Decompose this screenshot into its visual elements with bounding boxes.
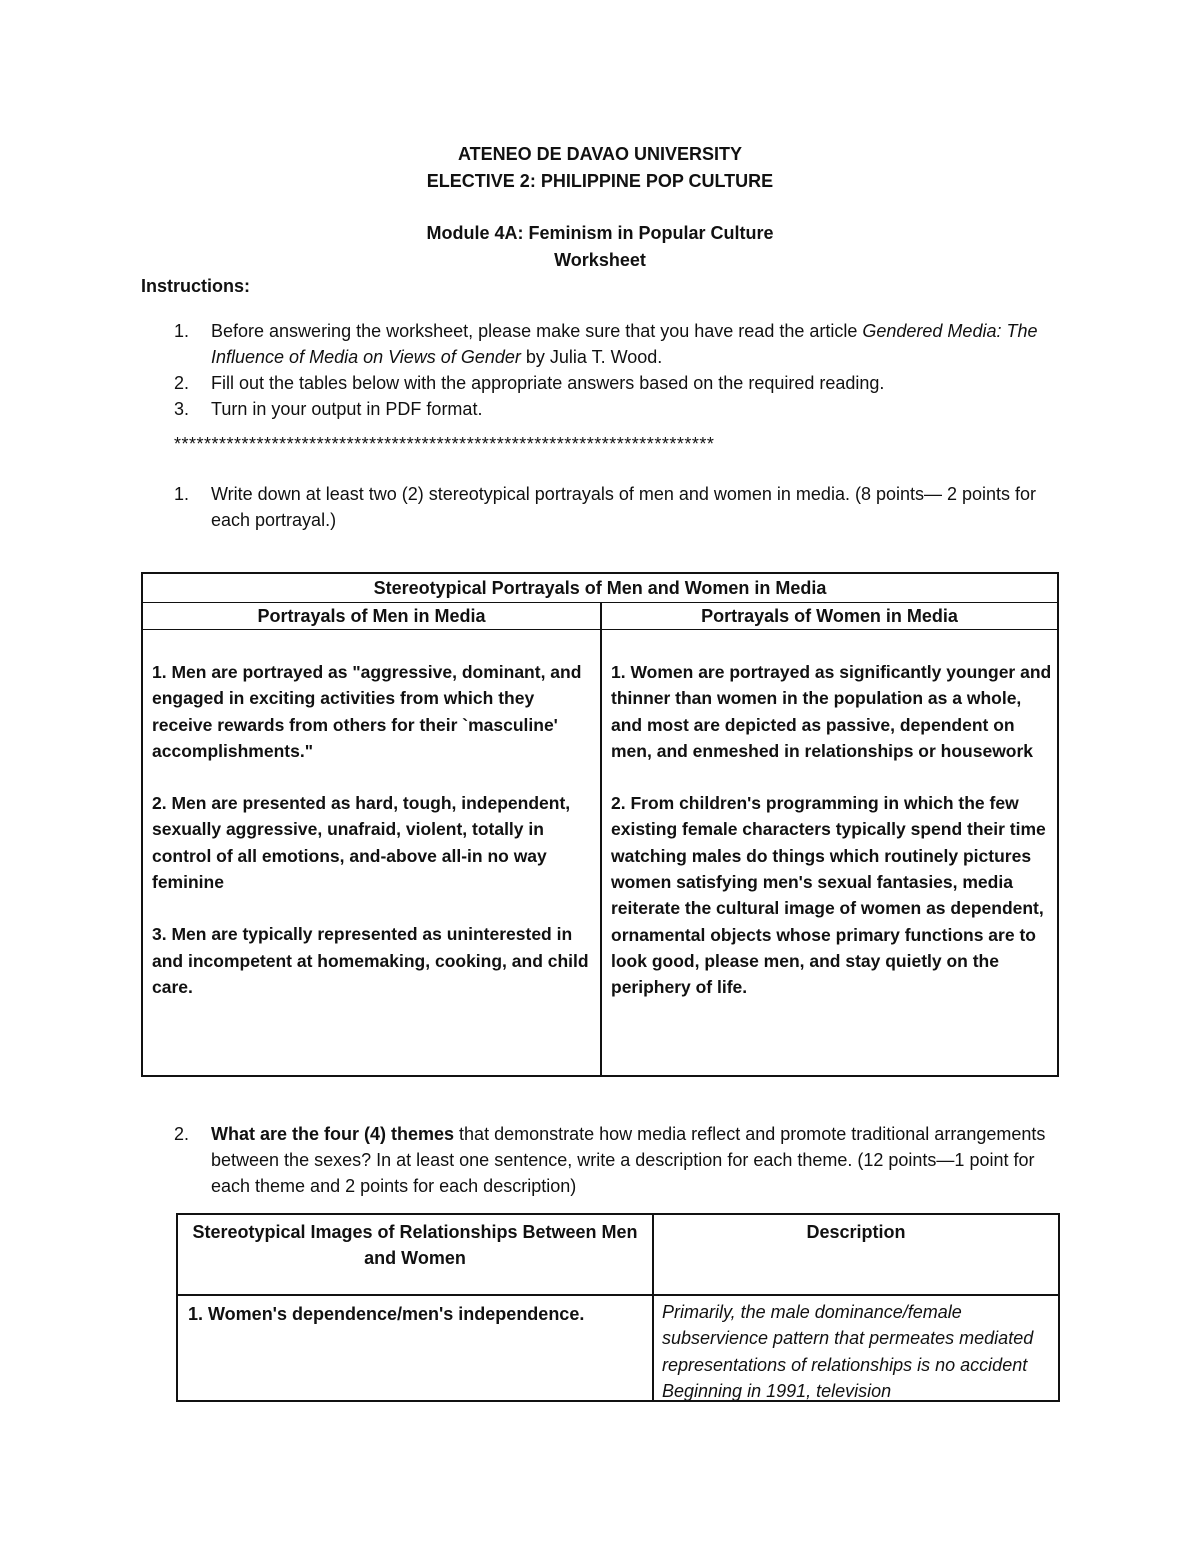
instructions-label: Instructions: xyxy=(141,276,251,296)
instruction-item-3 xyxy=(174,396,1054,422)
description-cell: Primarily, the male dominance/female subservience pattern that permeates mediated representations of relationships is no accident Beginning in 1991, television xyxy=(662,1302,1034,1401)
column-header-images: Stereotypical Images of Relationships Between Men and Women xyxy=(192,1222,638,1268)
men-portrayal-1: 1. Men are portrayed as "aggressive, dominant, and engaged in exciting activities from which they receive rewards from others for their `masculine' accomplishments." xyxy=(152,662,582,761)
module-title: Module 4A: Feminism in Popular Culture xyxy=(426,223,774,243)
question-emphasis: What are the four (4) themes xyxy=(211,1124,455,1144)
column-header-men: Portrayals of Men in Media xyxy=(143,603,600,630)
column-header-description: Description xyxy=(806,1222,906,1242)
question-number: 1. xyxy=(174,484,190,504)
instruction-item-2 xyxy=(174,370,1054,396)
instruction-number: 2. xyxy=(174,373,190,393)
university-name: ATENEO DE DAVAO UNIVERSITY xyxy=(457,144,743,164)
worksheet-label: Worksheet xyxy=(554,250,646,270)
instruction-text: Before answering the worksheet, please make sure that you have read the article xyxy=(211,321,863,341)
men-portrayals-cell xyxy=(152,659,594,1000)
question-1 xyxy=(174,481,1054,533)
table-title: Stereotypical Portrayals of Men and Women in Media xyxy=(143,574,1057,603)
instruction-number: 3. xyxy=(174,399,190,419)
instruction-number: 1. xyxy=(174,321,190,341)
question-2 xyxy=(174,1121,1054,1199)
separator-line: ************************************************************************ xyxy=(174,434,715,454)
question-number: 2. xyxy=(174,1124,190,1144)
question-text: Write down at least two (2) stereotypical portrayals of men and women in media. (8 points— 2 points for each portrayal.) xyxy=(211,484,1037,530)
theme-cell: 1. Women's dependence/men's independence. xyxy=(188,1304,585,1324)
instruction-text: Turn in your output in PDF format. xyxy=(211,399,483,419)
portrayals-table xyxy=(141,572,1059,1077)
article-title: Gendered Media: The Influence of Media on Views of Gender xyxy=(211,321,1038,367)
men-portrayal-2: 2. Men are presented as hard, tough, independent, sexually aggressive, unafraid, violent, totally in control of all emotions, and-above all-in no way feminine xyxy=(152,793,571,893)
women-portrayal-2: 2. From children's programming in which the few existing female characters typically spend their time watching males do things which routinely pictures women satisfying men's sexual fantasies, media reiterate the cultural image of women as dependent, ornamental objects whose primary functions are to look good, please men, and stay quietly on the periphery of life. xyxy=(611,793,1046,998)
question-text: that demonstrate how media reflect and promote traditional arrangements between the sexes? In at least one sentence, write a description for each theme. (12 points—1 point for each theme and 2 points for each description) xyxy=(211,1124,1046,1196)
instruction-author: by Julia T. Wood. xyxy=(520,347,663,367)
men-portrayal-3: 3. Men are typically represented as uninterested in and incompetent at homemaking, cooking, and child care. xyxy=(152,924,589,997)
column-divider xyxy=(600,603,602,1075)
header-divider xyxy=(178,1294,1058,1296)
women-portrayal-1: 1. Women are portrayed as significantly younger and thinner than women in the population as a whole, and most are depicted as passive, dependent on men, and enmeshed in relationships or housework xyxy=(611,662,1052,761)
instruction-text: Fill out the tables below with the appropriate answers based on the required reading. xyxy=(211,373,885,393)
women-portrayals-cell xyxy=(611,659,1053,1001)
column-header-women: Portrayals of Women in Media xyxy=(602,603,1057,630)
relationships-table xyxy=(176,1213,1060,1402)
course-title: ELECTIVE 2: PHILIPPINE POP CULTURE xyxy=(426,171,774,191)
instruction-item-1 xyxy=(174,318,1054,370)
